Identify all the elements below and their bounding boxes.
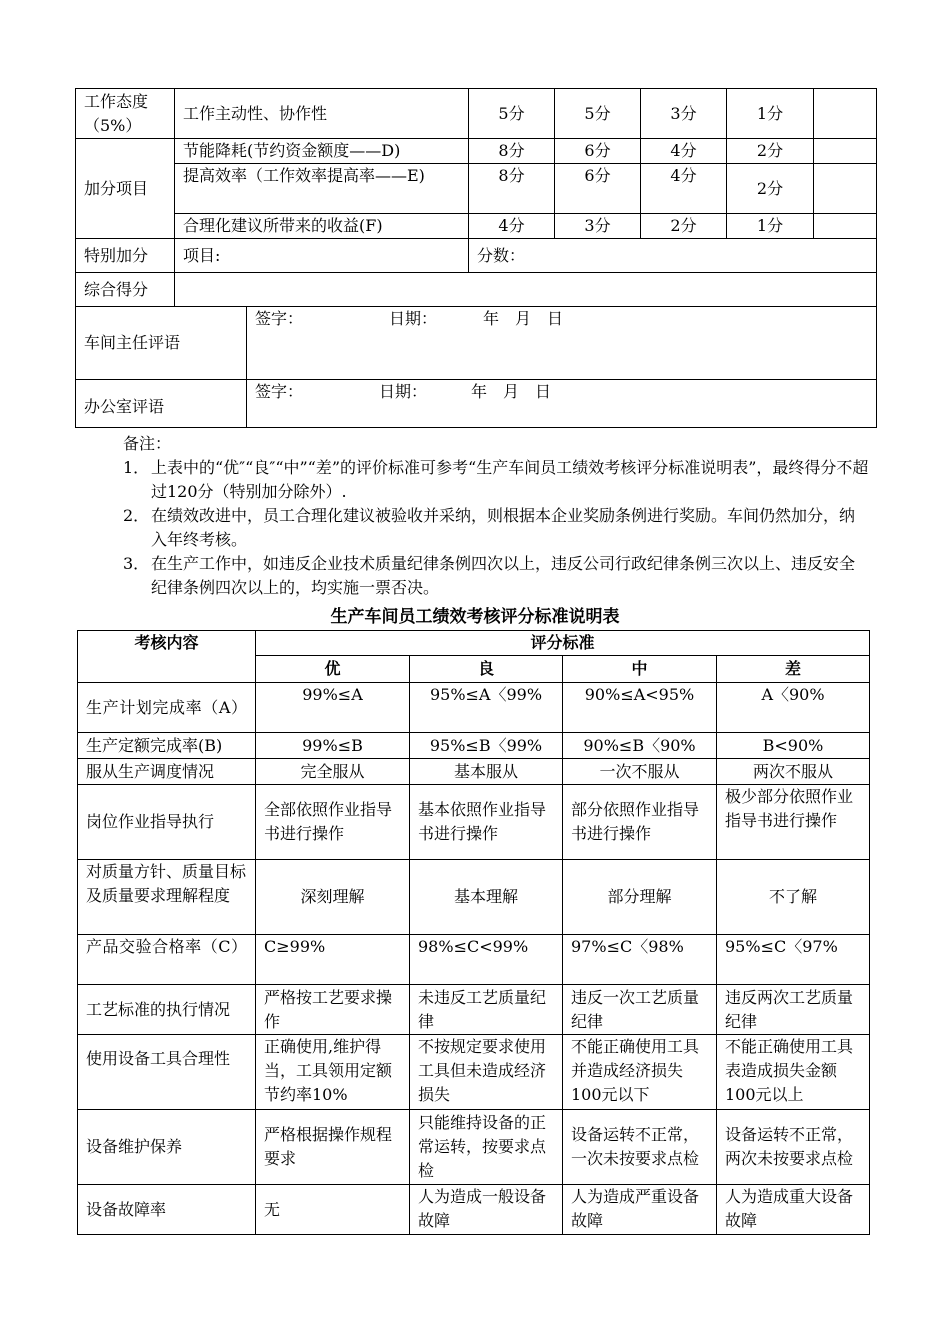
bonus-item: 合理化建议所带来的收益(F) [175, 214, 469, 239]
table-row [78, 985, 870, 1035]
row-cell: 设备运转不正常，两次未按要求点检 [717, 1110, 870, 1185]
standards-table [77, 630, 870, 1235]
row-cell: 95%≤C〈97% [717, 935, 870, 985]
row-cell: 全部依照作业指导书进行操作 [256, 785, 410, 860]
row-cell: C≥99% [256, 935, 410, 985]
bonus-label: 加分项目 [76, 139, 175, 239]
row-cell: 深刻理解 [256, 860, 410, 935]
row-cell: 基本依照作业指导书进行操作 [410, 785, 563, 860]
score-cell: 2分 [641, 214, 727, 239]
row-cell: 严格根据操作规程要求 [256, 1110, 410, 1185]
table-row [78, 683, 870, 733]
note-number: 1． [123, 458, 150, 477]
table-row [78, 733, 870, 759]
row-cell: 99%≤A [256, 683, 410, 733]
empty-cell [814, 164, 877, 214]
row-cell: 97%≤C〈98% [563, 935, 717, 985]
bonus-item: 节能降耗(节约资金额度——D) [175, 139, 469, 164]
note-item [75, 456, 876, 504]
row-cell: 95%≤A〈99% [410, 683, 563, 733]
empty-cell [814, 214, 877, 239]
bonus-item: 提高效率（工作效率提高率——E) [175, 164, 469, 214]
attitude-item: 工作主动性、协作性 [175, 89, 469, 139]
row-cell: 不能正确使用工具表造成损失金额100元以上 [717, 1035, 870, 1110]
score-cell: 2分 [727, 139, 814, 164]
row-cell: 90%≤B〈90% [563, 733, 717, 759]
header-content: 考核内容 [78, 631, 256, 683]
note-item [75, 504, 876, 552]
row-cell: A〈90% [717, 683, 870, 733]
row-item: 使用设备工具合理性 [78, 1035, 256, 1110]
attitude-label: 工作态度（5%） [76, 89, 175, 139]
row-cell: 设备运转不正常，一次未按要求点检 [563, 1110, 717, 1185]
row-cell: 完全服从 [256, 759, 410, 785]
office-comment-label: 办公室评语 [76, 380, 247, 428]
score-cell: 3分 [641, 89, 727, 139]
note-text: 在生产工作中，如违反企业技术质量纪律条例四次以上，违反公司行政纪律条例三次以上、违反安全纪律条例四次以上的，均实施一票否决。 [151, 554, 856, 597]
row-cell: B<90% [717, 733, 870, 759]
bonus-row [76, 164, 877, 214]
date-label: 日期： [379, 382, 428, 401]
score-cell: 1分 [727, 214, 814, 239]
total-label: 综合得分 [76, 273, 175, 307]
special-label: 特别加分 [76, 239, 175, 273]
score-cell: 2分 [727, 164, 814, 214]
table-row [78, 935, 870, 985]
row-cell: 无 [256, 1185, 410, 1235]
row-cell: 违反两次工艺质量纪律 [717, 985, 870, 1035]
standards-header-row [78, 631, 870, 656]
row-item: 设备故障率 [78, 1185, 256, 1235]
note-item [75, 552, 876, 600]
header-standard: 评分标准 [256, 631, 870, 656]
standards-table-title: 生产车间员工绩效考核评分标准说明表 [330, 607, 620, 627]
level-excellent: 优 [256, 656, 410, 683]
score-cell: 4分 [641, 139, 727, 164]
row-cell: 98%≤C<99% [410, 935, 563, 985]
row-cell: 违反一次工艺质量纪律 [563, 985, 717, 1035]
row-item: 工艺标准的执行情况 [78, 985, 256, 1035]
bonus-row [76, 139, 877, 164]
evaluation-table [75, 88, 877, 428]
score-cell: 1分 [727, 89, 814, 139]
notes-label: 备注： [123, 434, 172, 453]
row-cell: 99%≤B [256, 733, 410, 759]
special-row [76, 239, 877, 273]
date-label: 日期： [389, 309, 438, 328]
row-cell: 人为造成重大设备故障 [717, 1185, 870, 1235]
row-cell: 95%≤B〈99% [410, 733, 563, 759]
date-ymd: 年 月 日 [471, 382, 552, 401]
row-cell: 只能维持设备的正常运转，按要求点检 [410, 1110, 563, 1185]
notes-section [75, 432, 876, 600]
row-cell: 90%≤A<95% [563, 683, 717, 733]
workshop-comment-field [247, 307, 877, 380]
row-cell: 基本服从 [410, 759, 563, 785]
row-item: 岗位作业指导执行 [78, 785, 256, 860]
row-cell: 两次不服从 [717, 759, 870, 785]
level-poor: 差 [717, 656, 870, 683]
table-row [78, 860, 870, 935]
score-cell: 3分 [555, 214, 641, 239]
score-cell: 6分 [555, 164, 641, 214]
score-cell: 4分 [641, 164, 727, 214]
row-cell: 部分理解 [563, 860, 717, 935]
row-item: 生产定额完成率(B) [78, 733, 256, 759]
score-cell: 5分 [469, 89, 555, 139]
office-comment-row [76, 380, 877, 428]
sign-label: 签字： [255, 382, 304, 401]
row-item: 生产计划完成率（A） [78, 683, 256, 733]
note-number: 2． [123, 506, 150, 525]
row-cell: 一次不服从 [563, 759, 717, 785]
row-item: 设备维护保养 [78, 1110, 256, 1185]
score-cell: 8分 [469, 164, 555, 214]
office-comment-field [247, 380, 877, 428]
level-good: 良 [410, 656, 563, 683]
workshop-comment-row [76, 307, 877, 380]
table-row [78, 1035, 870, 1110]
table-row [78, 785, 870, 860]
workshop-comment-label: 车间主任评语 [76, 307, 247, 380]
row-cell: 严格按工艺要求操作 [256, 985, 410, 1035]
row-cell: 未违反工艺质量纪律 [410, 985, 563, 1035]
level-fair: 中 [563, 656, 717, 683]
score-cell: 8分 [469, 139, 555, 164]
attitude-row [76, 89, 877, 139]
empty-cell [814, 89, 877, 139]
score-cell: 4分 [469, 214, 555, 239]
row-cell: 部分依照作业指导书进行操作 [563, 785, 717, 860]
table-row [78, 1185, 870, 1235]
row-cell: 不了解 [717, 860, 870, 935]
note-number: 3． [123, 554, 150, 573]
row-item: 服从生产调度情况 [78, 759, 256, 785]
row-cell: 正确使用,维护得当，工具领用定额节约率10% [256, 1035, 410, 1110]
note-text: 上表中的“优″“良″“中”“差”的评价标准可参考“生产车间员工绩效考核评分标准说明表”，最终得分不超过120分（特别加分除外）. [151, 458, 869, 501]
score-cell: 5分 [555, 89, 641, 139]
date-ymd: 年 月 日 [483, 309, 564, 328]
row-cell: 基本理解 [410, 860, 563, 935]
row-cell: 人为造成一般设备故障 [410, 1185, 563, 1235]
total-row [76, 273, 877, 307]
special-item-field: 项目: [175, 239, 469, 273]
sign-label: 签字： [255, 309, 304, 328]
row-cell: 极少部分依照作业指导书进行操作 [717, 785, 870, 860]
table-row [78, 1110, 870, 1185]
row-cell: 不能正确使用工具并造成经济损失100元以下 [563, 1035, 717, 1110]
note-text: 在绩效改进中，员工合理化建议被验收并采纳，则根据本企业奖励条例进行奖励。车间仍然加分，纳入年终考核。 [151, 506, 856, 549]
row-cell: 人为造成严重设备故障 [563, 1185, 717, 1235]
score-cell: 6分 [555, 139, 641, 164]
special-score-field: 分数： [469, 239, 877, 273]
total-value [175, 273, 877, 307]
empty-cell [814, 139, 877, 164]
row-item: 产品交验合格率（C） [78, 935, 256, 985]
row-item: 对质量方针、质量目标及质量要求理解程度 [78, 860, 256, 935]
table-row [78, 759, 870, 785]
bonus-row [76, 214, 877, 239]
row-cell: 不按规定要求使用工具但未造成经济损失 [410, 1035, 563, 1110]
